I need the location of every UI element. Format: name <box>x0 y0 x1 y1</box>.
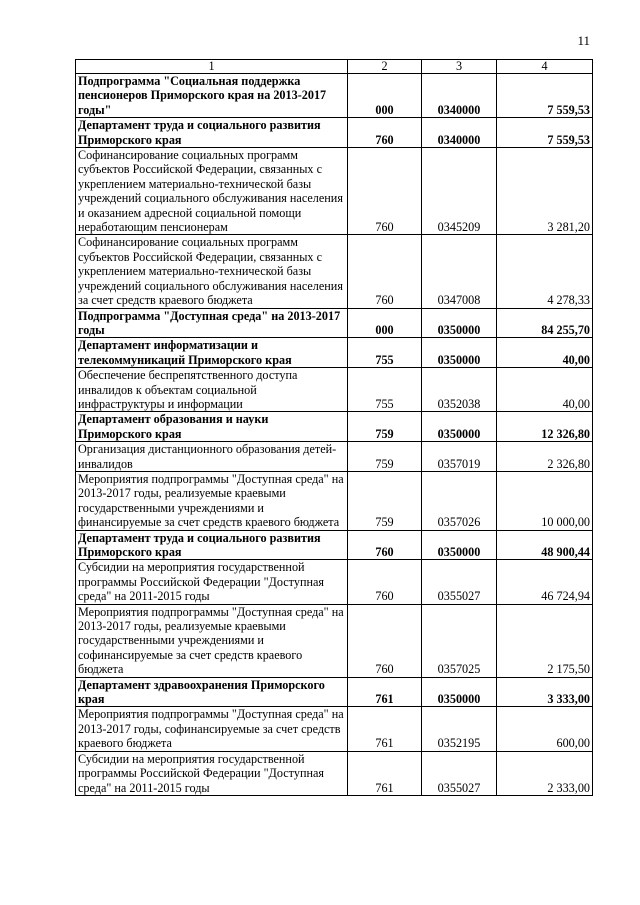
row-code-cell: 760 <box>348 118 422 148</box>
budget-table <box>75 59 593 796</box>
row-target-code-cell: 0350000 <box>422 677 497 707</box>
row-target-code-cell: 0357025 <box>422 604 497 677</box>
row-code-cell: 759 <box>348 412 422 442</box>
page-number: 11 <box>577 33 590 48</box>
row-name-cell: Обеспечение беспрепятственного доступа инвалидов к объектам социальной инфраструктуры и информации <box>76 368 348 412</box>
row-amount-cell: 48 900,44 <box>497 530 593 560</box>
row-amount-cell: 12 326,80 <box>497 412 593 442</box>
row-name-cell: Департамент здравоохранения Приморского края <box>76 677 348 707</box>
row-code-cell: 761 <box>348 751 422 795</box>
row-amount-cell: 4 278,33 <box>497 235 593 308</box>
row-target-code-cell: 0357026 <box>422 471 497 530</box>
table-row <box>76 442 593 472</box>
row-code-cell: 755 <box>348 338 422 368</box>
row-amount-cell: 10 000,00 <box>497 471 593 530</box>
table-row <box>76 368 593 412</box>
row-name-cell: Подпрограмма "Доступная среда" на 2013-2017 годы <box>76 308 348 338</box>
row-target-code-cell: 0355027 <box>422 560 497 604</box>
row-name-cell: Департамент труда и социального развития Приморского края <box>76 530 348 560</box>
header-col-4: 4 <box>497 60 593 74</box>
row-code-cell: 760 <box>348 530 422 560</box>
row-name-cell: Субсидии на мероприятия государственной программы Российской Федерации "Доступная среда" на 2011-2015 годы <box>76 560 348 604</box>
table-row <box>76 604 593 677</box>
row-amount-cell: 600,00 <box>497 707 593 751</box>
row-code-cell: 755 <box>348 368 422 412</box>
row-name-cell: Мероприятия подпрограммы "Доступная среда" на 2013-2017 годы, реализуемые краевыми государственными учреждениями и софинансируемые за счет средств краевого бюджета <box>76 604 348 677</box>
row-name-cell: Организация дистанционного образования детей-инвалидов <box>76 442 348 472</box>
row-code-cell: 760 <box>348 604 422 677</box>
row-amount-cell: 2 333,00 <box>497 751 593 795</box>
table-row <box>76 560 593 604</box>
row-name-cell: Софинансирование социальных программ субъектов Российской Федерации, связанных с укреплением материально-технической базы учреждений социального обслуживания населения за счет средств краевого бюджета <box>76 235 348 308</box>
row-target-code-cell: 0352195 <box>422 707 497 751</box>
row-target-code-cell: 0355027 <box>422 751 497 795</box>
row-code-cell: 759 <box>348 442 422 472</box>
row-code-cell: 000 <box>348 308 422 338</box>
row-target-code-cell: 0350000 <box>422 412 497 442</box>
table-row <box>76 707 593 751</box>
row-code-cell: 760 <box>348 148 422 235</box>
table-header-row <box>76 60 593 74</box>
row-name-cell: Департамент труда и социального развития Приморского края <box>76 118 348 148</box>
table-row <box>76 530 593 560</box>
row-amount-cell: 2 326,80 <box>497 442 593 472</box>
row-amount-cell: 7 559,53 <box>497 74 593 118</box>
row-amount-cell: 2 175,50 <box>497 604 593 677</box>
table-row <box>76 412 593 442</box>
row-target-code-cell: 0350000 <box>422 338 497 368</box>
table-row <box>76 751 593 795</box>
header-col-1: 1 <box>76 60 348 74</box>
row-target-code-cell: 0345209 <box>422 148 497 235</box>
row-amount-cell: 3 333,00 <box>497 677 593 707</box>
table-row <box>76 235 593 308</box>
row-name-cell: Департамент образования и науки Приморского края <box>76 412 348 442</box>
row-amount-cell: 40,00 <box>497 368 593 412</box>
table-row <box>76 148 593 235</box>
row-code-cell: 761 <box>348 677 422 707</box>
row-target-code-cell: 0352038 <box>422 368 497 412</box>
table-row <box>76 677 593 707</box>
row-target-code-cell: 0350000 <box>422 530 497 560</box>
row-amount-cell: 40,00 <box>497 338 593 368</box>
row-name-cell: Субсидии на мероприятия государственной программы Российской Федерации "Доступная среда" на 2011-2015 годы <box>76 751 348 795</box>
row-target-code-cell: 0340000 <box>422 118 497 148</box>
table-body <box>76 74 593 796</box>
row-amount-cell: 84 255,70 <box>497 308 593 338</box>
row-name-cell: Мероприятия подпрограммы "Доступная среда" на 2013-2017 годы, софинансируемые за счет средств краевого бюджета <box>76 707 348 751</box>
table-row <box>76 338 593 368</box>
row-code-cell: 761 <box>348 707 422 751</box>
table-row <box>76 471 593 530</box>
header-col-2: 2 <box>348 60 422 74</box>
row-name-cell: Департамент информатизации и телекоммуникаций Приморского края <box>76 338 348 368</box>
row-target-code-cell: 0340000 <box>422 74 497 118</box>
row-amount-cell: 3 281,20 <box>497 148 593 235</box>
table-row <box>76 308 593 338</box>
row-code-cell: 760 <box>348 560 422 604</box>
row-name-cell: Подпрограмма "Социальная поддержка пенсионеров Приморского края на 2013-2017 годы" <box>76 74 348 118</box>
row-code-cell: 759 <box>348 471 422 530</box>
row-name-cell: Софинансирование социальных программ субъектов Российской Федерации, связанных с укреплением материально-технической базы учреждений социального обслуживания населения и оказанием адресной социальной помощи неработающим пенсионерам <box>76 148 348 235</box>
row-target-code-cell: 0347008 <box>422 235 497 308</box>
header-col-3: 3 <box>422 60 497 74</box>
row-name-cell: Мероприятия подпрограммы "Доступная среда" на 2013-2017 годы, реализуемые краевыми государственными учреждениями и финансируемые за счет средств краевого бюджета <box>76 471 348 530</box>
row-target-code-cell: 0357019 <box>422 442 497 472</box>
row-target-code-cell: 0350000 <box>422 308 497 338</box>
table-row <box>76 118 593 148</box>
row-code-cell: 760 <box>348 235 422 308</box>
row-amount-cell: 7 559,53 <box>497 118 593 148</box>
row-amount-cell: 46 724,94 <box>497 560 593 604</box>
row-code-cell: 000 <box>348 74 422 118</box>
table-row <box>76 74 593 118</box>
